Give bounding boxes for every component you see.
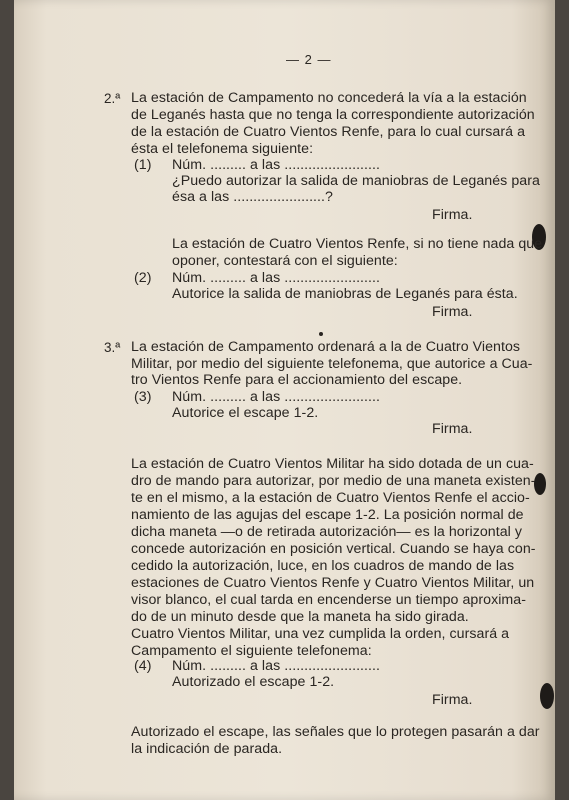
text-line: Núm. ......... a las ........................ <box>172 389 381 405</box>
text-line: te en el mismo, a la estación de Cuatro Vientos Renfe el accio- <box>131 490 530 506</box>
signature-label: Firma. <box>432 421 473 437</box>
text-line: Cuatro Vientos Militar, una vez cumplida la orden, cursará a <box>131 626 510 642</box>
text-line: Autorice la salida de maniobras de Leganés para ésta. <box>172 286 518 302</box>
text-line: La estación de Cuatro Vientos Militar ha sido dotada de un cua- <box>131 456 534 472</box>
text-line: ésa a las .......................? <box>172 189 333 205</box>
message-number: (2) <box>134 270 152 286</box>
text-line: estaciones de Cuatro Vientos Renfe y Cuatro Vientos Militar, un <box>131 575 535 591</box>
text-line: Núm. ......... a las ........................ <box>172 270 381 286</box>
text-line: La estación de Campamento ordenará a la de Cuatro Vientos <box>131 339 521 355</box>
text-line: visor blanco, el cual tarda en encenderse un tiempo aproxima- <box>131 592 526 608</box>
ink-spot <box>319 332 323 336</box>
text-line: tro Vientos Renfe para el accionamiento del escape. <box>131 372 463 388</box>
text-line: Campamento el siguiente telefonema: <box>131 643 372 659</box>
message-number: (3) <box>134 389 152 405</box>
text-line: La estación de Cuatro Vientos Renfe, si no tiene nada que <box>172 236 543 252</box>
message-number: (1) <box>134 157 152 173</box>
text-line: Autorizado el escape 1-2. <box>172 674 335 690</box>
text-line: do de un minuto desde que la maneta ha sido girada. <box>131 609 469 625</box>
text-line: dro de mando para autorizar, por medio de una maneta existen- <box>131 473 536 489</box>
text-line: Núm. ......... a las ........................ <box>172 157 381 173</box>
text-line: la indicación de parada. <box>131 741 283 757</box>
item-number: 2.ª <box>104 91 121 106</box>
signature-label: Firma. <box>432 207 473 223</box>
text-line: oponer, contestará con el siguiente: <box>172 253 398 269</box>
text-line: namiento de las agujas del escape 1-2. La posición normal de <box>131 507 524 523</box>
text-line: cedido la autorización, luce, en los cuadros de mando de las <box>131 558 515 574</box>
binder-hole <box>540 683 554 709</box>
signature-label: Firma. <box>432 692 473 708</box>
text-line: La estación de Campamento no concederá la vía a la estación <box>131 90 527 106</box>
text-line: Núm. ......... a las ........................ <box>172 658 381 674</box>
text-line: dicha maneta —o de retirada autorización— es la horizontal y <box>131 524 523 540</box>
message-number: (4) <box>134 658 152 674</box>
text-line: Militar, por medio del siguiente telefonema, que autorice a Cua- <box>131 356 533 372</box>
page-number: — 2 — <box>286 52 332 67</box>
text-line: de Leganés hasta que no tenga la correspondiente autorización <box>131 107 535 123</box>
text-line: ésta el telefonema siguiente: <box>131 141 314 157</box>
text-line: Autorice el escape 1-2. <box>172 405 319 421</box>
text-line: ¿Puedo autorizar la salida de maniobras de Leganés para <box>172 173 540 189</box>
binder-hole <box>534 473 546 495</box>
text-line: de la estación de Cuatro Vientos Renfe, para lo cual cursará a <box>131 124 526 140</box>
signature-label: Firma. <box>432 304 473 320</box>
item-number: 3.ª <box>104 340 121 355</box>
text-line: concede autorización en posición vertical. Cuando se haya con- <box>131 541 536 557</box>
text-line: Autorizado el escape, las señales que lo protegen pasarán a dar <box>131 724 540 740</box>
